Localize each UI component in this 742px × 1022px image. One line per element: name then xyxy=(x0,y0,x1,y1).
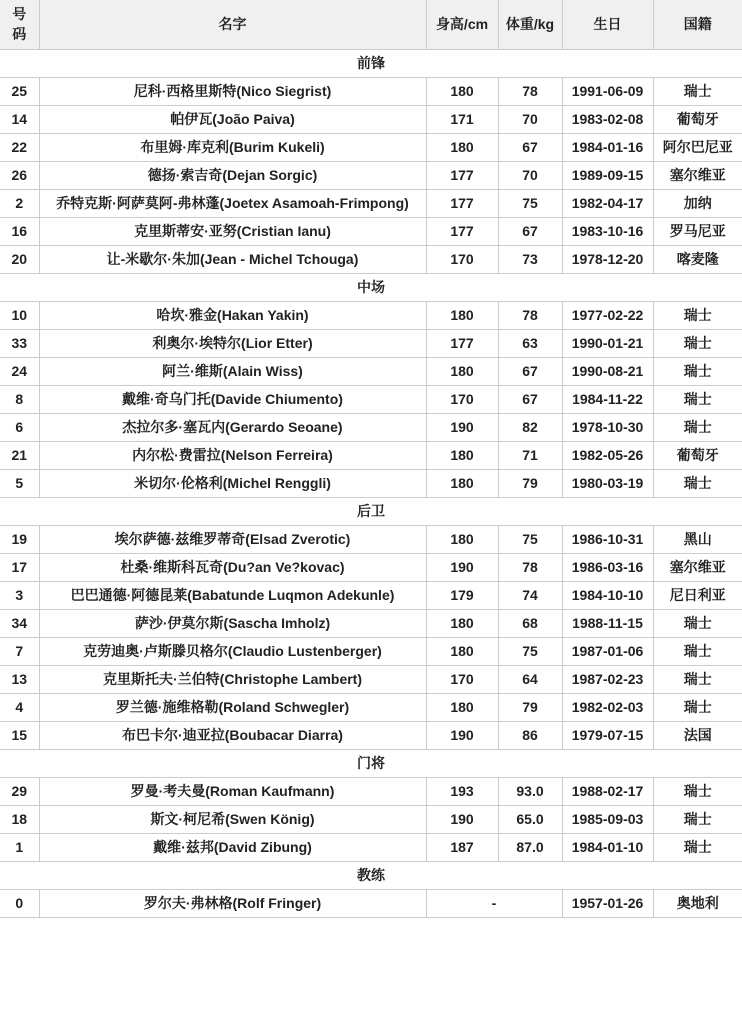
cell-weight: 82 xyxy=(498,413,562,441)
cell-number: 19 xyxy=(0,525,39,553)
cell-birthday: 1988-11-15 xyxy=(562,609,653,637)
cell-birthday: 1977-02-22 xyxy=(562,301,653,329)
cell-name: 斯文·柯尼希(Swen König) xyxy=(39,805,426,833)
cell-height: 179 xyxy=(426,581,498,609)
cell-weight: 78 xyxy=(498,77,562,105)
section-row xyxy=(0,749,742,777)
cell-name: 罗曼·考夫曼(Roman Kaufmann) xyxy=(39,777,426,805)
cell-height: 171 xyxy=(426,105,498,133)
cell-nationality: 瑞士 xyxy=(653,301,742,329)
cell-number: 13 xyxy=(0,665,39,693)
cell-height: 180 xyxy=(426,525,498,553)
cell-birthday: 1984-01-10 xyxy=(562,833,653,861)
player-row xyxy=(0,385,742,413)
cell-name: 戴维·兹邦(David Zibung) xyxy=(39,833,426,861)
column-header-label: 号码 xyxy=(12,6,27,43)
cell-name: 乔特克斯·阿萨莫阿-弗林蓬(Joetex Asamoah-Frimpong) xyxy=(39,189,426,217)
cell-number: 10 xyxy=(0,301,39,329)
cell-birthday: 1986-10-31 xyxy=(562,525,653,553)
cell-nationality: 瑞士 xyxy=(653,329,742,357)
cell-height: 180 xyxy=(426,637,498,665)
cell-height: 180 xyxy=(426,441,498,469)
cell-height-weight: - xyxy=(426,889,562,917)
cell-weight: 75 xyxy=(498,189,562,217)
cell-name: 阿兰·维斯(Alain Wiss) xyxy=(39,357,426,385)
cell-birthday: 1978-12-20 xyxy=(562,245,653,273)
section-row xyxy=(0,273,742,301)
section-title: 前锋 xyxy=(0,49,742,77)
cell-height: 193 xyxy=(426,777,498,805)
cell-name: 罗兰德·施维格勒(Roland Schwegler) xyxy=(39,693,426,721)
cell-nationality: 尼日利亚 xyxy=(653,581,742,609)
cell-weight: 78 xyxy=(498,553,562,581)
cell-height: 180 xyxy=(426,133,498,161)
cell-name: 布里姆·库克利(Burim Kukeli) xyxy=(39,133,426,161)
cell-weight: 65.0 xyxy=(498,805,562,833)
cell-weight: 64 xyxy=(498,665,562,693)
player-row xyxy=(0,469,742,497)
player-row xyxy=(0,637,742,665)
cell-nationality: 瑞士 xyxy=(653,805,742,833)
cell-name: 罗尔夫·弗林格(Rolf Fringer) xyxy=(39,889,426,917)
cell-weight: 67 xyxy=(498,217,562,245)
cell-weight: 67 xyxy=(498,385,562,413)
cell-weight: 67 xyxy=(498,133,562,161)
column-header xyxy=(0,0,39,49)
cell-number: 22 xyxy=(0,133,39,161)
player-row xyxy=(0,777,742,805)
player-row xyxy=(0,721,742,749)
cell-height: 170 xyxy=(426,665,498,693)
player-row xyxy=(0,413,742,441)
cell-nationality: 喀麦隆 xyxy=(653,245,742,273)
cell-height: 190 xyxy=(426,553,498,581)
cell-birthday: 1988-02-17 xyxy=(562,777,653,805)
cell-nationality: 塞尔维亚 xyxy=(653,161,742,189)
cell-weight: 79 xyxy=(498,693,562,721)
column-header: 国籍 xyxy=(653,0,742,49)
cell-birthday: 1985-09-03 xyxy=(562,805,653,833)
cell-number: 26 xyxy=(0,161,39,189)
cell-name: 萨沙·伊莫尔斯(Sascha Imholz) xyxy=(39,609,426,637)
cell-birthday: 1990-08-21 xyxy=(562,357,653,385)
column-header: 身高/cm xyxy=(426,0,498,49)
cell-name: 布巴卡尔·迪亚拉(Boubacar Diarra) xyxy=(39,721,426,749)
cell-birthday: 1986-03-16 xyxy=(562,553,653,581)
table-header xyxy=(0,0,742,49)
cell-birthday: 1983-10-16 xyxy=(562,217,653,245)
cell-weight: 87.0 xyxy=(498,833,562,861)
player-row xyxy=(0,357,742,385)
cell-weight: 75 xyxy=(498,525,562,553)
cell-birthday: 1984-01-16 xyxy=(562,133,653,161)
player-row xyxy=(0,693,742,721)
cell-height: 187 xyxy=(426,833,498,861)
cell-birthday: 1980-03-19 xyxy=(562,469,653,497)
player-row xyxy=(0,105,742,133)
cell-birthday: 1987-01-06 xyxy=(562,637,653,665)
cell-nationality: 奥地利 xyxy=(653,889,742,917)
cell-nationality: 加纳 xyxy=(653,189,742,217)
cell-name: 杜桑·维斯科瓦奇(Du?an Ve?kovac) xyxy=(39,553,426,581)
cell-weight: 75 xyxy=(498,637,562,665)
cell-nationality: 瑞士 xyxy=(653,385,742,413)
cell-nationality: 黑山 xyxy=(653,525,742,553)
cell-nationality: 瑞士 xyxy=(653,637,742,665)
cell-weight: 67 xyxy=(498,357,562,385)
cell-number: 15 xyxy=(0,721,39,749)
player-row xyxy=(0,665,742,693)
player-row xyxy=(0,301,742,329)
cell-height: 170 xyxy=(426,385,498,413)
cell-birthday: 1984-10-10 xyxy=(562,581,653,609)
section-title: 门将 xyxy=(0,749,742,777)
cell-nationality: 法国 xyxy=(653,721,742,749)
cell-weight: 86 xyxy=(498,721,562,749)
cell-height: 190 xyxy=(426,721,498,749)
cell-name: 尼科·西格里斯特(Nico Siegrist) xyxy=(39,77,426,105)
column-header: 生日 xyxy=(562,0,653,49)
column-header: 名字 xyxy=(39,0,426,49)
cell-weight: 70 xyxy=(498,105,562,133)
cell-nationality: 瑞士 xyxy=(653,357,742,385)
cell-height: 177 xyxy=(426,217,498,245)
column-header: 体重/kg xyxy=(498,0,562,49)
cell-birthday: 1983-02-08 xyxy=(562,105,653,133)
cell-height: 170 xyxy=(426,245,498,273)
cell-number: 33 xyxy=(0,329,39,357)
cell-number: 0 xyxy=(0,889,39,917)
player-row xyxy=(0,189,742,217)
cell-weight: 73 xyxy=(498,245,562,273)
section-row xyxy=(0,861,742,889)
player-row xyxy=(0,525,742,553)
cell-number: 8 xyxy=(0,385,39,413)
cell-birthday: 1991-06-09 xyxy=(562,77,653,105)
player-row xyxy=(0,217,742,245)
cell-birthday: 1982-05-26 xyxy=(562,441,653,469)
cell-nationality: 瑞士 xyxy=(653,693,742,721)
cell-nationality: 罗马尼亚 xyxy=(653,217,742,245)
cell-name: 克里斯蒂安·亚努(Cristian Ianu) xyxy=(39,217,426,245)
cell-number: 34 xyxy=(0,609,39,637)
cell-name: 克里斯托夫·兰伯特(Christophe Lambert) xyxy=(39,665,426,693)
cell-nationality: 葡萄牙 xyxy=(653,105,742,133)
cell-height: 180 xyxy=(426,469,498,497)
section-title: 教练 xyxy=(0,861,742,889)
cell-weight: 79 xyxy=(498,469,562,497)
cell-nationality: 阿尔巴尼亚 xyxy=(653,133,742,161)
cell-number: 25 xyxy=(0,77,39,105)
table-body xyxy=(0,49,742,917)
section-row xyxy=(0,49,742,77)
cell-height: 177 xyxy=(426,161,498,189)
player-row xyxy=(0,609,742,637)
cell-name: 杰拉尔多·塞瓦内(Gerardo Seoane) xyxy=(39,413,426,441)
cell-name: 帕伊瓦(João Paiva) xyxy=(39,105,426,133)
cell-nationality: 瑞士 xyxy=(653,413,742,441)
cell-name: 哈坎·雅金(Hakan Yakin) xyxy=(39,301,426,329)
player-row xyxy=(0,329,742,357)
cell-number: 3 xyxy=(0,581,39,609)
cell-name: 克劳迪奥·卢斯滕贝格尔(Claudio Lustenberger) xyxy=(39,637,426,665)
cell-height: 190 xyxy=(426,805,498,833)
cell-name: 戴维·奇乌门托(Davide Chiumento) xyxy=(39,385,426,413)
cell-nationality: 瑞士 xyxy=(653,469,742,497)
cell-name: 内尔松·费雷拉(Nelson Ferreira) xyxy=(39,441,426,469)
cell-birthday: 1989-09-15 xyxy=(562,161,653,189)
header-row xyxy=(0,0,742,49)
cell-number: 16 xyxy=(0,217,39,245)
cell-number: 17 xyxy=(0,553,39,581)
cell-number: 18 xyxy=(0,805,39,833)
cell-weight: 93.0 xyxy=(498,777,562,805)
cell-height: 180 xyxy=(426,301,498,329)
cell-number: 21 xyxy=(0,441,39,469)
cell-name: 米切尔·伦格利(Michel Renggli) xyxy=(39,469,426,497)
cell-name: 德扬·索吉奇(Dejan Sorgic) xyxy=(39,161,426,189)
cell-number: 1 xyxy=(0,833,39,861)
cell-birthday: 1957-01-26 xyxy=(562,889,653,917)
cell-nationality: 瑞士 xyxy=(653,609,742,637)
cell-weight: 74 xyxy=(498,581,562,609)
cell-birthday: 1987-02-23 xyxy=(562,665,653,693)
cell-birthday: 1978-10-30 xyxy=(562,413,653,441)
cell-birthday: 1984-11-22 xyxy=(562,385,653,413)
section-title: 中场 xyxy=(0,273,742,301)
cell-number: 24 xyxy=(0,357,39,385)
cell-height: 177 xyxy=(426,189,498,217)
cell-nationality: 瑞士 xyxy=(653,665,742,693)
cell-number: 7 xyxy=(0,637,39,665)
cell-number: 4 xyxy=(0,693,39,721)
cell-name: 埃尔萨德·兹维罗蒂奇(Elsad Zverotic) xyxy=(39,525,426,553)
cell-number: 29 xyxy=(0,777,39,805)
cell-height: 180 xyxy=(426,693,498,721)
cell-name: 利奥尔·埃特尔(Lior Etter) xyxy=(39,329,426,357)
cell-weight: 70 xyxy=(498,161,562,189)
cell-number: 2 xyxy=(0,189,39,217)
cell-height: 180 xyxy=(426,77,498,105)
player-row xyxy=(0,161,742,189)
cell-nationality: 塞尔维亚 xyxy=(653,553,742,581)
cell-number: 5 xyxy=(0,469,39,497)
player-row xyxy=(0,133,742,161)
player-row xyxy=(0,805,742,833)
cell-birthday: 1982-04-17 xyxy=(562,189,653,217)
cell-number: 14 xyxy=(0,105,39,133)
cell-birthday: 1979-07-15 xyxy=(562,721,653,749)
player-row xyxy=(0,581,742,609)
cell-name: 巴巴通德·阿德昆莱(Babatunde Luqmon Adekunle) xyxy=(39,581,426,609)
cell-weight: 78 xyxy=(498,301,562,329)
cell-weight: 63 xyxy=(498,329,562,357)
cell-name: 让-米歇尔·朱加(Jean - Michel Tchouga) xyxy=(39,245,426,273)
cell-height: 177 xyxy=(426,329,498,357)
player-row xyxy=(0,77,742,105)
cell-weight: 68 xyxy=(498,609,562,637)
cell-birthday: 1982-02-03 xyxy=(562,693,653,721)
cell-nationality: 葡萄牙 xyxy=(653,441,742,469)
section-title: 后卫 xyxy=(0,497,742,525)
player-row xyxy=(0,889,742,917)
cell-nationality: 瑞士 xyxy=(653,777,742,805)
cell-number: 6 xyxy=(0,413,39,441)
section-row xyxy=(0,497,742,525)
cell-height: 180 xyxy=(426,357,498,385)
cell-height: 180 xyxy=(426,609,498,637)
player-row xyxy=(0,553,742,581)
cell-nationality: 瑞士 xyxy=(653,833,742,861)
player-row xyxy=(0,245,742,273)
cell-height: 190 xyxy=(426,413,498,441)
cell-nationality: 瑞士 xyxy=(653,77,742,105)
player-row xyxy=(0,833,742,861)
cell-weight: 71 xyxy=(498,441,562,469)
player-row xyxy=(0,441,742,469)
cell-birthday: 1990-01-21 xyxy=(562,329,653,357)
cell-number: 20 xyxy=(0,245,39,273)
